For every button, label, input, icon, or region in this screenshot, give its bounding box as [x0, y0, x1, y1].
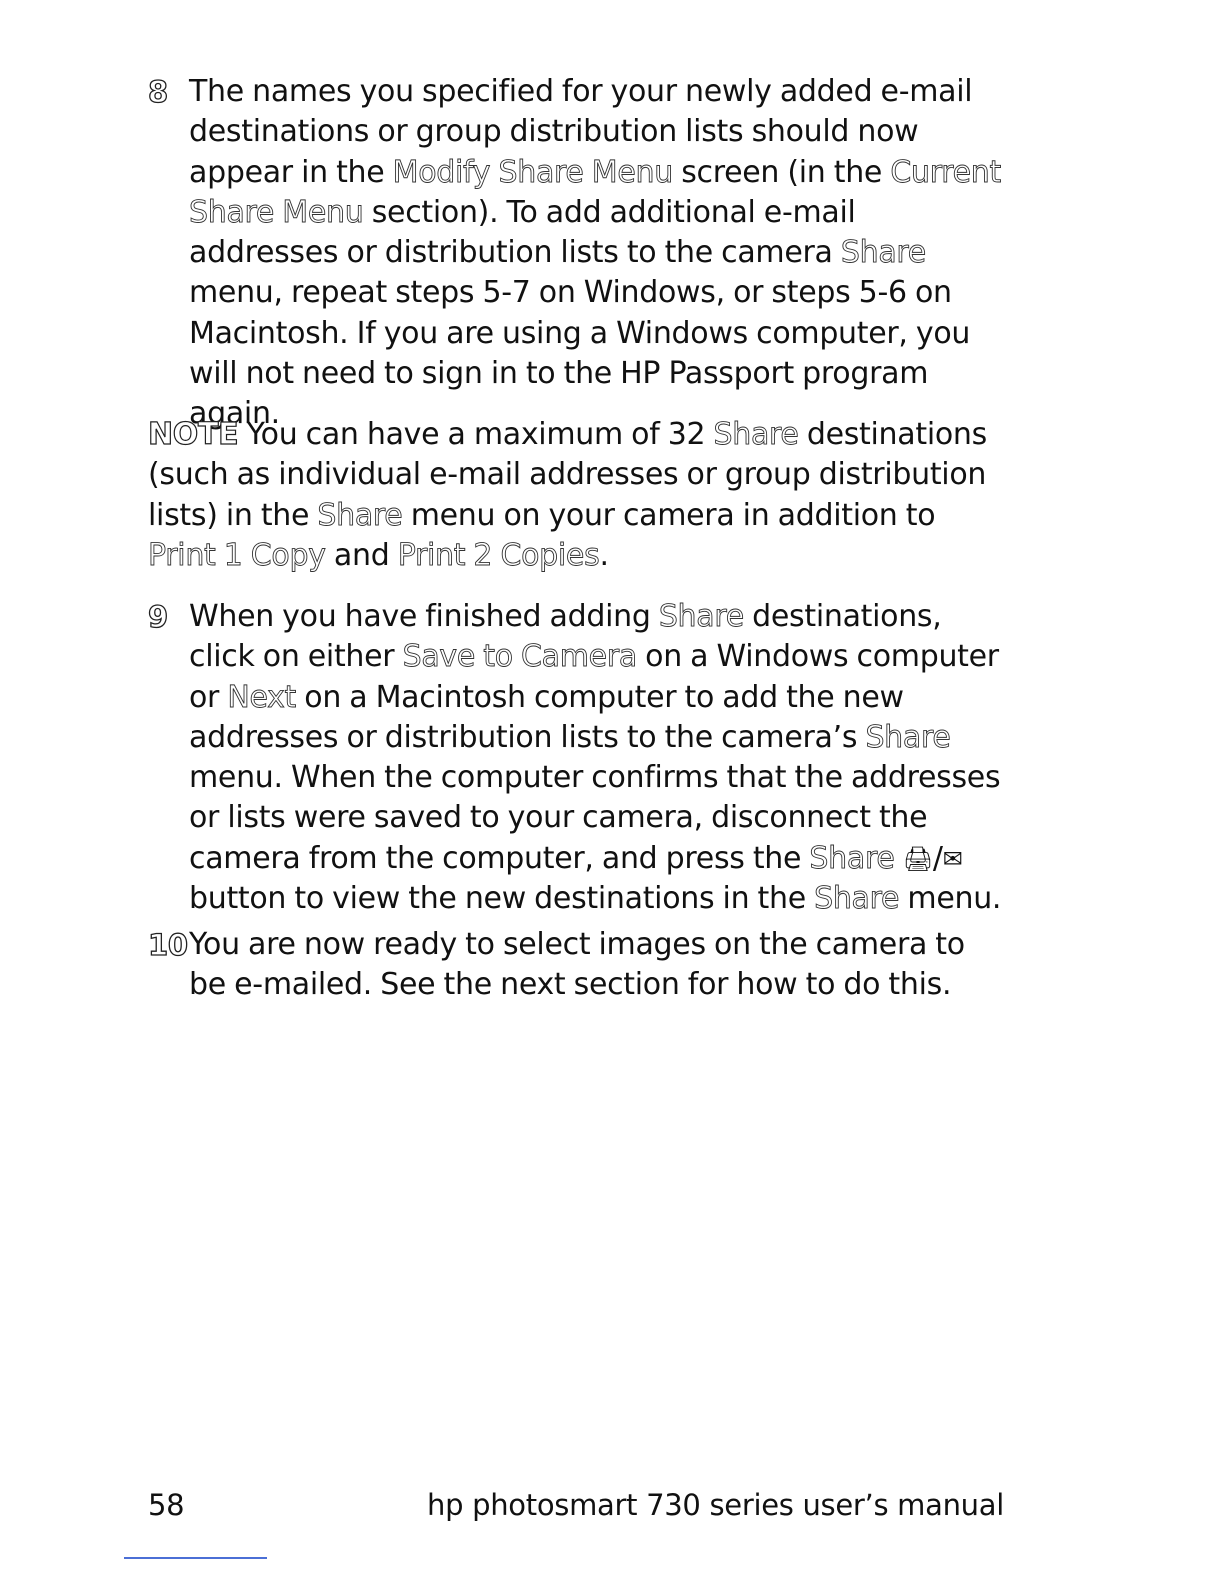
step-8-text: [189, 72, 1009, 435]
step-8-text-part: section). To add additional e-mail addresses or distribution lists to the camera: [189, 194, 856, 271]
note-text: [148, 415, 998, 576]
step-9-text-part: destinations, click on either: [189, 599, 942, 675]
ui-label-modify-share-menu: Modify Share Menu: [392, 154, 673, 190]
ui-label-share: Share: [809, 840, 895, 876]
ui-label-print-1-copy: Print 1 Copy: [148, 537, 326, 573]
ui-label-share: Share: [840, 235, 926, 271]
note-text-part: .: [599, 537, 609, 573]
ui-label-share: Share: [317, 497, 403, 533]
ui-label-share: Share: [713, 417, 799, 452]
step-9-text-part: When you have finished adding: [189, 599, 659, 634]
footer-title: hp photosmart 730 series user’s manual: [427, 1488, 1004, 1522]
step-10-number: 10: [148, 928, 188, 962]
ui-label-share: Share: [814, 881, 900, 917]
envelope-icon: ✉: [942, 844, 963, 873]
note-text-part: destinations (such as individual e-mail addresses or group distribution lists) in the: [148, 417, 987, 533]
slash-separator: /: [932, 840, 943, 876]
note-text-part: and: [325, 537, 398, 573]
step-8-number: 8: [148, 75, 168, 109]
step-9-number: 9: [148, 600, 168, 634]
ui-label-save-to-camera: Save to Camera: [402, 639, 637, 675]
ui-label-share: Share: [658, 599, 744, 634]
step-10-text: You are now ready to select images on the camera to be e-mailed. See the next section for how to do this.: [189, 927, 965, 1003]
step-9-text-part: on a Windows computer or: [189, 639, 999, 715]
step-9-text-part: on a Macintosh computer to add the new addresses or distribution lists to the camera’s: [189, 679, 904, 755]
note-label: NOTE: [148, 417, 239, 452]
page-number: 58: [148, 1488, 185, 1522]
ui-label-print-2-copies: Print 2 Copies: [397, 537, 600, 573]
print-icon: 🖨: [902, 844, 933, 873]
step-8-text-part: screen (in the: [672, 154, 891, 190]
footer-rule: [124, 1557, 267, 1559]
ui-label-current-share-menu: Current Share Menu: [189, 154, 1001, 230]
note-text-part: menu on your camera in addition to: [402, 497, 936, 533]
step-9-text-part: menu.: [899, 881, 1002, 917]
note-text-part: You can have a maximum of 32: [238, 417, 714, 452]
step-9-text-part: menu. When the computer confirms that the addresses or lists were saved to your camera, disconnect the camera from the computer, and press the: [189, 760, 1001, 876]
ui-label-next: Next: [227, 679, 297, 715]
step-9-text: [189, 597, 1009, 919]
ui-label-share: Share: [865, 719, 951, 755]
step-8-text-part: menu, repeat steps 5-7 on Windows, or steps 5-6 on Macintosh. If you are using a Windows computer, you will not need to sign in to the HP Passport program again.: [189, 275, 971, 432]
step-9-text-part: button to view the new destinations in the: [189, 881, 815, 917]
step-8-text-part: The names you specified for your newly added e-mail destinations or group distribution lists should now appear in the: [189, 74, 973, 190]
